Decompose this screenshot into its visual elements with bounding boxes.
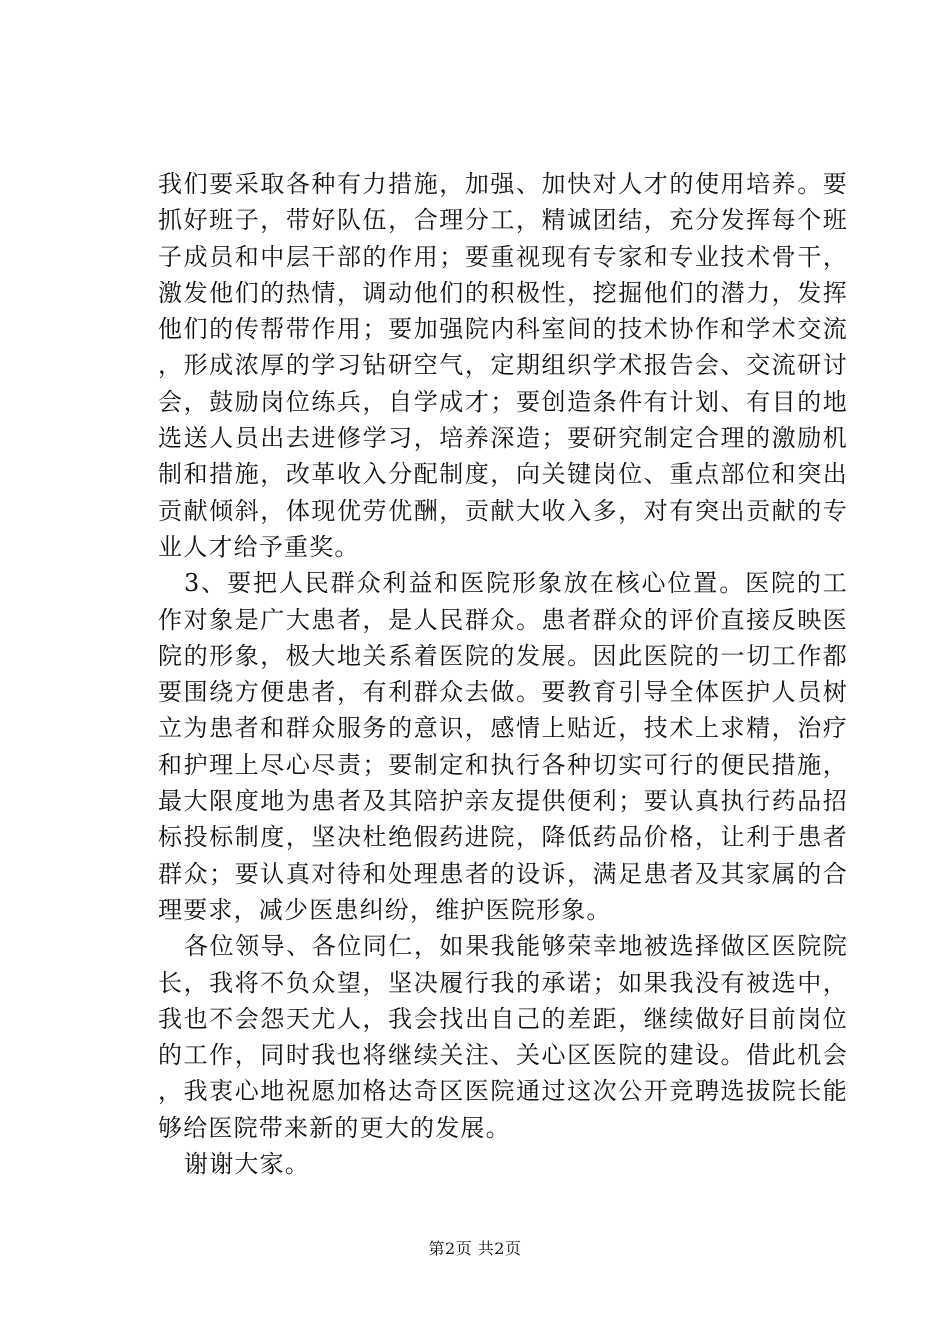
document-body	[158, 166, 848, 1182]
paragraph-closing-pledge: 各位领导、各位同仁，如果我能够荣幸地被选择做区医院院长，我将不负众望，坚决履行我的承诺；如果我没有被选中，我也不会怨天尤人，我会找出自己的差距，继续做好目前岗位的工作，同时我也将继续关注、关心区医院的建设。借此机会，我衷心地祝愿加格达奇区医院通过这次公开竞聘选拔院长能够给医院带来新的更大的发展。	[158, 932, 848, 1142]
page-number-footer: 第2页 共2页	[428, 1239, 522, 1258]
paragraph-patient-interest: 3、要把人民群众利益和医院形象放在核心位置。医院的工作对象是广大患者，是人民群众。患者群众的评价直接反映医院的形象，极大地关系着医院的发展。因此医院的一切工作都要围绕方便患者，有利群众去做。要教育引导全体医护人员树立为患者和群众服务的意识，感情上贴近，技术上求精，治疗和护理上尽心尽责；要制定和执行各种切实可行的便民措施，最大限度地为患者及其陪护亲友提供便利；要认真执行药品招标投标制度，坚决杜绝假药进院，降低药品价格，让利于患者群众；要认真对待和处理患者的设诉，满足患者及其家属的合理要求，减少医患纠纷，维护医院形象。	[158, 569, 848, 924]
paragraph-thanks: 谢谢大家。	[184, 1150, 310, 1179]
paragraph-talent-training: 我们要采取各种有力措施，加强、加快对人才的使用培养。要抓好班子，带好队伍，合理分工，精诚团结，充分发挥每个班子成员和中层干部的作用；要重视现有专家和专业技术骨干，激发他们的热情，调动他们的积极性，挖掘他们的潜力，发挥他们的传帮带作用；要加强院内科室间的技术协作和学术交流，形成浓厚的学习钻研空气，定期组织学术报告会、交流研讨会，鼓励岗位练兵，自学成才；要创造条件有计划、有目的地选送人员出去进修学习，培养深造；要研究制定合理的激励机制和措施，改革收入分配制度，向关键岗位、重点部位和突出贡献倾斜，体现优劳优酬，贡献大收入多，对有突出贡献的专业人才给予重奖。	[158, 170, 848, 561]
